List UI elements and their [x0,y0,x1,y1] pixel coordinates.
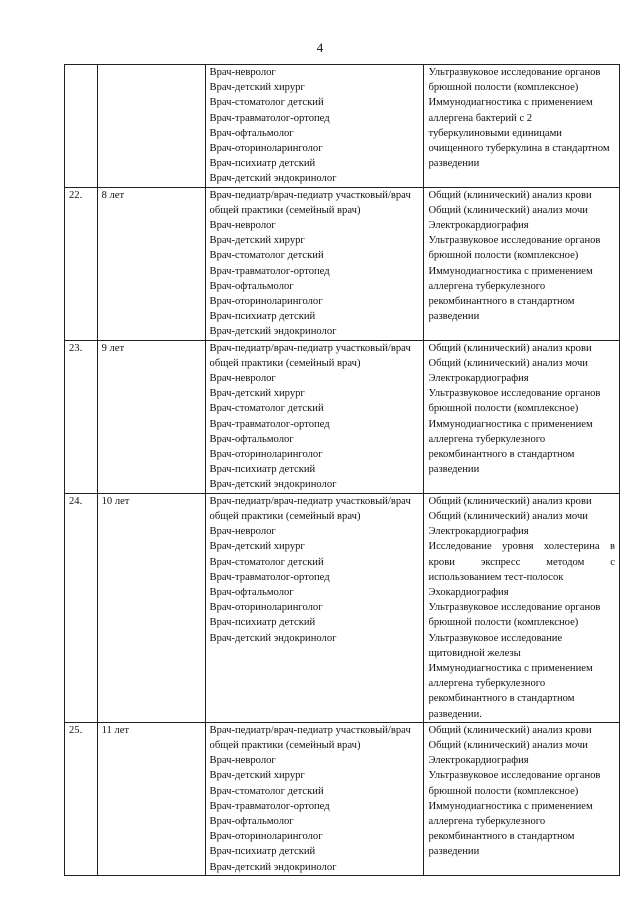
exams-cell [424,187,620,340]
doctor-item: Врач-стоматолог детский [209,403,324,415]
doctor-item: Врач-педиатр/врач-педиатр участковый/врач общей практики (семейный врач) [209,189,411,216]
doctor-item: Врач-детский эндокринолог [209,861,337,873]
doctor-item: Врач-детский эндокринолог [209,173,337,185]
exams-cell [424,65,620,188]
doctor-item: Врач-детский хирург [209,770,305,782]
doctor-item: Врач-детский хирург [209,541,305,553]
age-cell [97,65,205,188]
exam-item: Общий (клинический) анализ мочи [428,739,588,751]
doctor-item: Врач-невролог [209,373,276,385]
doctor-item: Врач-стоматолог детский [209,556,324,568]
row-number: 23. [65,340,98,493]
table-row [65,722,620,875]
doctor-item: Врач-оториноларинголог [209,831,323,843]
doctor-item: Врач-офтальмолог [209,280,294,292]
doctor-item: Врач-оториноларинголог [209,143,323,155]
exam-item: Общий (клинический) анализ мочи [428,204,588,216]
exams-cell [424,340,620,493]
exam-item: Иммунодиагностика с применением аллергена бактерий с 2 туберкулиновыми единицами очищенного туберкулина в стандартном разведении [428,97,610,170]
doctor-item: Врач-оториноларинголог [209,296,323,308]
doctor-item: Врач-стоматолог детский [209,250,324,262]
doctor-item: Врач-невролог [209,526,276,538]
table-body [65,65,620,876]
doctor-item: Врач-психиатр детский [209,158,316,170]
doctor-item: Врач-невролог [209,220,276,232]
exam-item: Общий (клинический) анализ крови [428,189,592,201]
exam-item: Общий (клинический) анализ крови [428,342,592,354]
page-number: 4 [316,40,324,55]
exam-item: Электрокардиография [428,373,529,385]
exam-item: Общий (клинический) анализ мочи [428,510,588,522]
table-row [65,187,620,340]
doctor-item: Врач-стоматолог детский [209,785,324,797]
exam-item: Ультразвуковое исследование органов брюшной полости (комплексное) [428,388,601,415]
doctor-item: Врач-психиатр детский [209,617,316,629]
exam-item: Иммунодиагностика с применением аллергена туберкулезного рекомбинантного в стандартном разведении [428,800,593,858]
exam-item: Ультразвуковое исследование органов брюшной полости (комплексное) [428,770,601,797]
doctor-item: Врач-педиатр/врач-педиатр участковый/врач общей практики (семейный врач) [209,724,411,751]
doctor-item: Врач-невролог [209,67,276,78]
doctor-item: Врач-психиатр детский [209,846,316,858]
doctors-cell [205,340,424,493]
doctor-item: Врач-стоматолог детский [209,97,324,109]
exam-item: Электрокардиография [428,526,529,538]
examination-table [64,64,620,876]
exam-item: Иммунодиагностика с применением аллергена туберкулезного рекомбинантного в стандартном разведении. [428,662,593,720]
doctor-item: Врач-травматолог-ортопед [209,265,330,277]
exam-item: Эхокардиография [428,586,509,598]
exams-cell [424,493,620,722]
doctor-item: Врач-травматолог-ортопед [209,800,330,812]
doctor-item: Врач-детский эндокринолог [209,632,337,644]
exam-item: Электрокардиография [428,755,529,767]
age-cell: 8 лет [97,187,205,340]
exam-item: Общий (клинический) анализ мочи [428,357,588,369]
doctors-cell [205,722,424,875]
doctor-item: Врач-детский хирург [209,82,305,94]
doctors-cell [205,493,424,722]
exam-item: Ультразвуковое исследование органов брюшной полости (комплексное) [428,602,601,629]
exam-item: Исследование уровня холестерина в крови экспресс методом с использованием тест-полосок [428,541,615,583]
exam-item: Иммунодиагностика с применением аллергена туберкулезного рекомбинантного в стандартном разведении [428,418,593,476]
age-cell: 10 лет [97,493,205,722]
doctor-item: Врач-травматолог-ортопед [209,418,330,430]
doctor-item: Врач-травматолог-ортопед [209,571,330,583]
exam-item: Ультразвуковое исследование органов брюшной полости (комплексное) [428,67,601,94]
doctor-item: Врач-невролог [209,755,276,767]
doctor-item: Врач-офтальмолог [209,586,294,598]
doctor-item: Врач-психиатр детский [209,311,316,323]
exam-item: Электрокардиография [428,220,529,232]
doctor-item: Врач-психиатр детский [209,464,316,476]
row-number: 24. [65,493,98,722]
row-number [65,65,98,188]
doctor-item: Врач-травматолог-ортопед [209,112,330,124]
row-number: 22. [65,187,98,340]
row-number: 25. [65,722,98,875]
doctor-item: Врач-офтальмолог [209,433,294,445]
doctor-item: Врач-детский хирург [209,235,305,247]
table-row [65,493,620,722]
doctor-item: Врач-детский хирург [209,388,305,400]
exam-item: Ультразвуковое исследование органов брюшной полости (комплексное) [428,235,601,262]
table-row [65,65,620,188]
doctor-item: Врач-офтальмолог [209,127,294,139]
doctor-item: Врач-оториноларинголог [209,602,323,614]
doctors-cell [205,65,424,188]
exam-item: Общий (клинический) анализ крови [428,495,592,507]
doctor-item: Врач-офтальмолог [209,815,294,827]
doctor-item: Врач-детский эндокринолог [209,326,337,338]
age-cell: 9 лет [97,340,205,493]
table-row [65,340,620,493]
doctor-item: Врач-оториноларинголог [209,449,323,461]
exam-item: Общий (клинический) анализ крови [428,724,592,736]
exam-item: Иммунодиагностика с применением аллергена туберкулезного рекомбинантного в стандартном разведении [428,265,593,323]
doctor-item: Врач-педиатр/врач-педиатр участковый/врач общей практики (семейный врач) [209,342,411,369]
exam-item: Ультразвуковое исследование щитовидной железы [428,632,563,659]
doctors-cell [205,187,424,340]
age-cell: 11 лет [97,722,205,875]
doctor-item: Врач-педиатр/врач-педиатр участковый/врач общей практики (семейный врач) [209,495,411,522]
exams-cell [424,722,620,875]
doctor-item: Врач-детский эндокринолог [209,479,337,491]
